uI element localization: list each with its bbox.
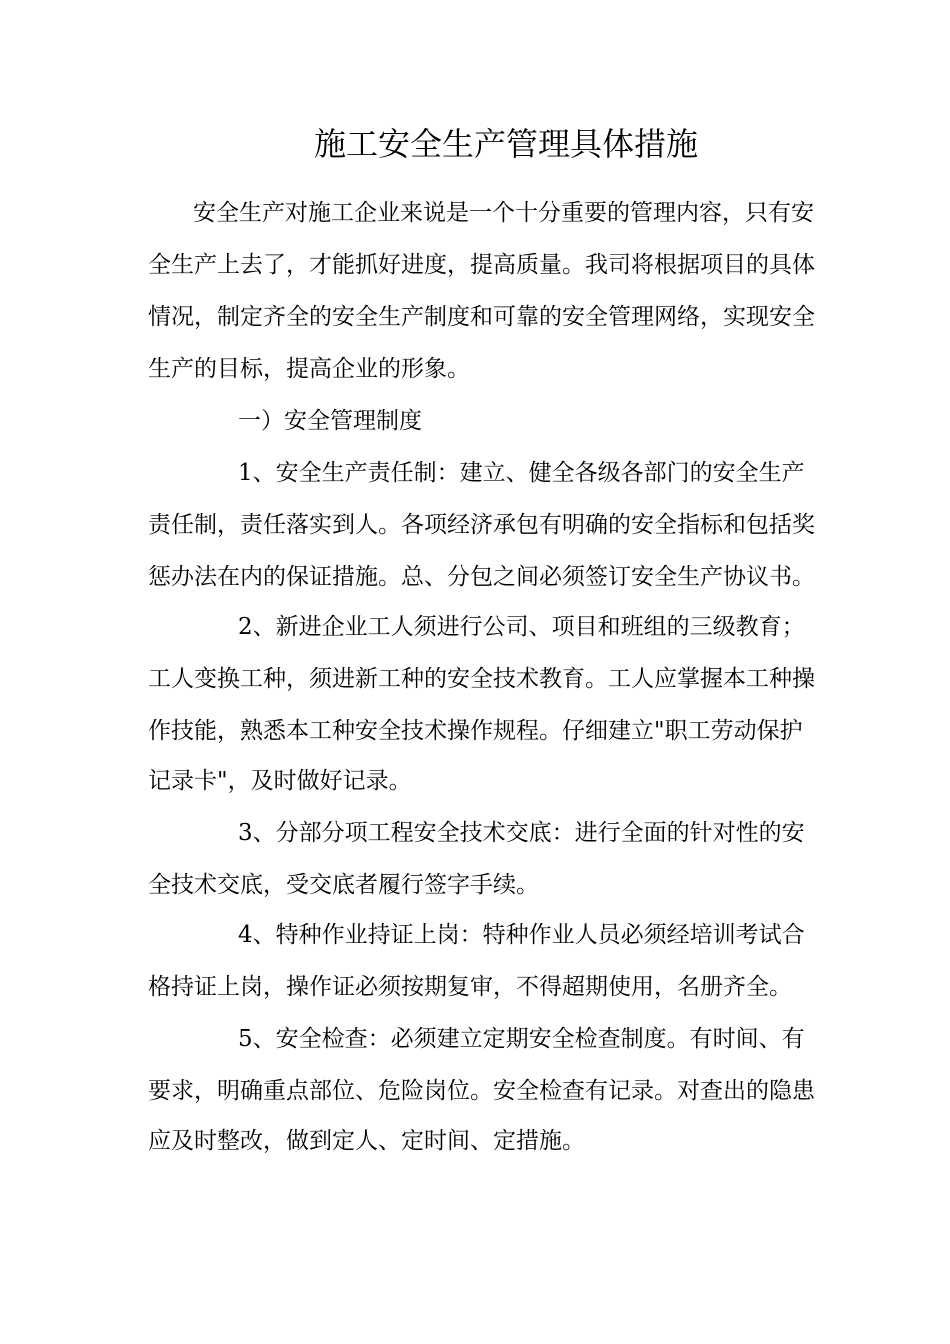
item-4-line-2: 格持证上岗，操作证必须按期复审，不得超期使用，名册齐全。 [148,974,792,1000]
item-2-line-1: 2、新进企业工人须进行公司、项目和班组的三级教育； [238,614,805,640]
item-1-line-3: 惩办法在内的保证措施。总、分包之间必须签订安全生产协议书。 [148,564,815,590]
item-5-line-1: 5、安全检查：必须建立定期安全检查制度。有时间、有 [238,1026,805,1052]
item-5-line-2: 要求，明确重点部位、危险岗位。安全检查有记录。对查出的隐患 [148,1078,815,1104]
item-2-line-3: 作技能，熟悉本工种安全技术操作规程。仔细建立"职工劳动保护 [148,718,803,744]
intro-line-4: 生产的目标，提高企业的形象。 [148,356,470,382]
item-3-line-1: 3、分部分项工程安全技术交底：进行全面的针对性的安 [238,820,805,846]
intro-line-1: 安全生产对施工企业来说是一个十分重要的管理内容，只有安 [193,200,814,226]
item-1-line-2: 责任制，责任落实到人。各项经济承包有明确的安全指标和包括奖 [148,512,815,538]
item-1-line-1: 1、安全生产责任制：建立、健全各级各部门的安全生产 [238,460,805,486]
intro-line-2: 全生产上去了，才能抓好进度，提高质量。我司将根据项目的具体 [148,252,815,278]
item-2-line-4: 记录卡"，及时做好记录。 [148,768,412,794]
intro-line-3: 情况，制定齐全的安全生产制度和可靠的安全管理网络，实现安全 [148,304,815,330]
item-4-line-1: 4、特种作业持证上岗：特种作业人员必须经培训考试合 [238,922,805,948]
item-2-line-2: 工人变换工种，须进新工种的安全技术教育。工人应掌握本工种操 [148,666,815,692]
section-heading: 一）安全管理制度 [238,408,422,434]
document-title: 施工安全生产管理具体措施 [313,125,698,163]
item-5-line-3: 应及时整改，做到定人、定时间、定措施。 [148,1128,585,1154]
item-3-line-2: 全技术交底，受交底者履行签字手续。 [148,872,539,898]
